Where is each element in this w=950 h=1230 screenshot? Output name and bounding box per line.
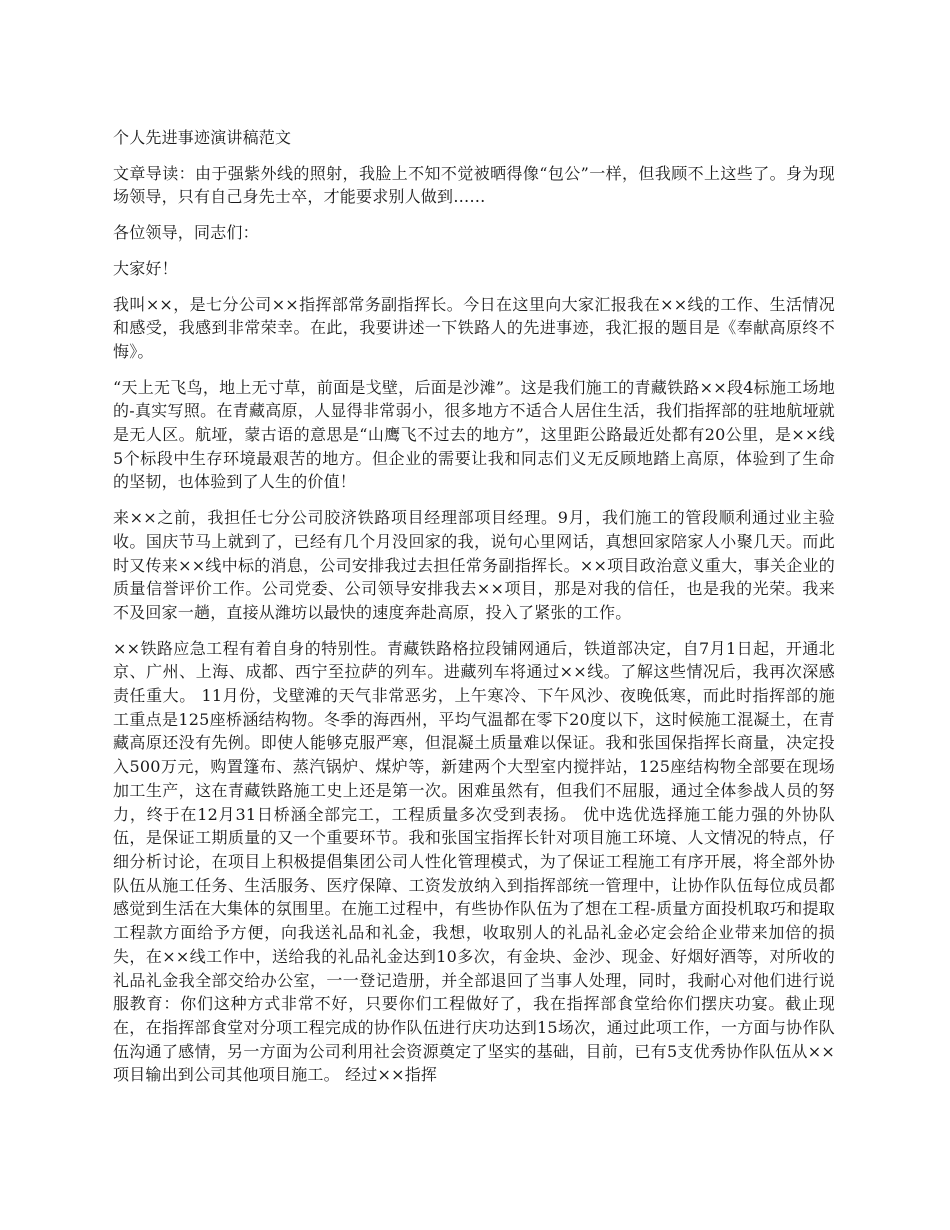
greeting-paragraph: 大家好！ [113, 258, 178, 278]
salutation-paragraph: 各位领导，同志们： [113, 223, 259, 243]
intro-paragraph: 文章导读：由于强紫外线的照射，我脸上不知不觉被晒得像“包公”一样，但我顾不上这些了。身为现场领导，只有自己身先士卒，才能要求别人做到…… [113, 163, 835, 207]
body-paragraph: ××铁路应急工程有着自身的特别性。青藏铁路格拉段铺网通后，铁道部决定，自7月1日起，开通北京、广州、上海、成都、西宁至拉萨的列车。进藏列车将通过××线。了解这些情况后，我再次深感责任重大。 11月份，戈壁滩的天气非常恶劣，上午寒冷、下午风沙、夜晚低寒，而此时指挥部的施工重点是125座桥涵结构物。冬季的海西州，平均气温都在零下20度以下，这时候施工混凝土，在青藏高原还没有先例。即使人能够克服严寒，但混凝土质量难以保证。我和张国保指挥长商量，决定投入500万元，购置篷布、蒸汽锅炉、煤炉等，新建两个大型室内搅拌站，125座结构物全部要在现场加工生产，这在青藏铁路施工史上还是第一次。困难虽然有，但我们不屈服，通过全体参战人员的努力，终于在12月31日桥涵全部完工，工程质量多次受到表扬。 优中选优选择施工能力强的外协队伍，是保证工期质量的又一个重要环节。我和张国宝指挥长针对项目施工环境、人文情况的特点，仔细分析讨论，在项目上积极提倡集团公司人性化管理模式，为了保证工程施工有序开展，将全部外协队伍从施工任务、生活服务、医疗保障、工资发放纳入到指挥部统一管理中，让协作队伍每位成员都感觉到生活在大集体的氛围里。在施工过程中，有些协作队伍为了想在工程-质量方面投机取巧和提取工程款方面给予方便，向我送礼品和礼金，我想，收取别人的礼品礼金必定会给企业带来加倍的损失，在××线工作中，送给我的礼品礼金达到10多次，有金块、金沙、现金、好烟好酒等，对所收的礼品礼金我全部交给办公室，一一登记造册，并全部退回了当事人处理，同时，我耐心对他们进行说服教育：你们这种方式非常不好，只要你们工程做好了，我在指挥部食堂给你们摆庆功宴。截止现在，在指挥部食堂对分项工程完成的协作队伍进行庆功达到15场次，通过此项工作，一方面与协作队伍沟通了感情，另一方面为公司利用社会资源奠定了坚实的基础，目前，已有5支优秀协作队伍从××项目输出到公司其他项目施工。 经过××指挥 [113, 638, 835, 1085]
body-paragraph: “天上无飞鸟，地上无寸草，前面是戈壁，后面是沙滩”。这是我们施工的青藏铁路××段4标施工场地的-真实写照。在青藏高原，人显得非常弱小，很多地方不适合人居住生活，我们指挥部的驻地航垭就是无人区。航垭，蒙古语的意思是“山鹰飞不过去的地方”，这里距公路最近处都有20公里，是××线5个标段中生存环境最艰苦的地方。但企业的需要让我和同志们义无反顾地踏上高原，体验到了生命的坚韧，也体验到了人生的价值！ [113, 377, 835, 492]
document-title: 个人先进事迹演讲稿范文 [113, 128, 292, 147]
body-paragraph: 我叫××，是七分公司××指挥部常务副指挥长。今日在这里向大家汇报我在××线的工作、生活情况和感受，我感到非常荣幸。在此，我要讲述一下铁路人的先进事迹，我汇报的题目是《奉献高原终不悔》。 [113, 294, 835, 361]
body-paragraph: 来××之前，我担任七分公司胶济铁路项目经理部项目经理。9月，我们施工的管段顺利通过业主验收。国庆节马上就到了，已经有几个月没回家的我，说句心里网话，真想回家陪家人小聚几天。而此时又传来××线中标的消息，公司安排我过去担任常务副指挥长。××项目政治意义重大，事关企业的质量信誉评价工作。公司党委、公司领导安排我去××项目，那是对我的信任，也是我的光荣。我来不及回家一趟，直接从潍坊以最快的速度奔赴高原，投入了紧张的工作。 [113, 508, 835, 622]
document-page [113, 118, 835, 1099]
